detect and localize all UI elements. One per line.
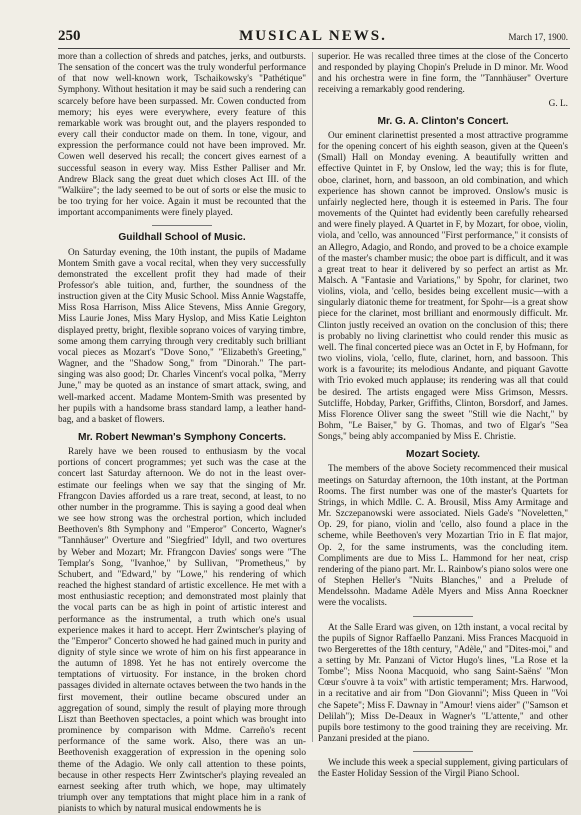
paragraph-newman-continued: superior. He was recalled three times at the close of the Concerto and responded by playing Chopin's Prelude in D minor. Mr. Wood and his orchestra were in fine form, the "Tannhäuser" Overture receiving a remarkably good rendering.: [318, 52, 568, 96]
section-separator: [413, 616, 473, 617]
paragraph-supplement: We include this week a special supplement, giving particulars of the Easter Holiday Session of the Virgil Piano School.: [318, 758, 568, 780]
issue-date: March 17, 1900.: [508, 32, 568, 42]
header-rule: [58, 48, 570, 49]
heading-guildhall: Guildhall School of Music.: [118, 232, 246, 244]
author-signature: G. L.: [548, 98, 568, 109]
paragraph-mozart-society: The members of the above Society recommenced their musical meetings on Saturday afternoon, the 10th instant, at the Portman Rooms. The first number was one of the master's Quartets for Strings, in which Mdlle. C. A. Brousil, Miss Amy Armitage and Mr. Szczepanowski were associated. Niels Gade's "Noveletten," Op. 29, for piano, violin and 'cello, also found a place in the scheme, while Beethoven's very Mozartian Trio in E flat major, Op. 2, for the same instruments, was the concluding item. Compliments are due to Miss L. Hammond for her neat, crisp rendering of the piano part. Mr. L. Rainbow's piano solos were one of Stephen Heller's "Nuits Blanches," and a Prelude of Mendelssohn. Madame Adèle Myers and Miss Anna Roeckner were the vocalists.: [318, 464, 568, 609]
paragraph-clinton: Our eminent clarinettist presented a most attractive programme for the opening concert of his eighth season, given at the Queen's (Small) Hall on Monday evening. A beautifully written and effective Quintet in F, by Onslow, led the way; this is for flute, oboe, clarinet, horn, and bassoon, an old combination, and which experience has shown cannot be improved. Onslow's music is unfairly neglected here, though it is esteemed in Paris. The four movements of the Quintet had evidently been carefully rehearsed and were finely played. A Quartet in F, by Mozart, for oboe, violin, viola, and 'cello, was announced "First performance," it consists of an Allegro, Adagio, and Rondo, and proved to be a choice example of the master's chamber music; the oboe part is difficult, and it was a great treat to hear it delivered by so perfect an artist as Mr. Malsch. A "Fantasie and Variations," by Spohr, for clarinet, two violins, viola, and 'cello, besides being excellent music—with a singularly diatonic theme for treatment, for Spohr—is a great show piece for the clarinet, most brilliant and enormously difficult. Mr. Clinton justly received an ovation on the conclusion of this; there is probably no living clarinettist who could render this music as well. The final concerted piece was an Octet in F, by Hofmann, for two violins, viola, 'cello, flute, clarinet, horn, and bassoon. This work is a favourite; its melodious Andante, and piquant Gavotte with Trio evoked much applause; its rendering was all that could be desired. The artists engaged were Miss Grimson, Messrs. Sutcliffe, Hobday, Parker, Griffiths, Clinton, Borsdorf, and James. Miss Florence Oliver sang the sweet "Still wie die Nacht," by Bohm, "Le Baiser," by G. Thomas, and two of Elgar's "Sea Songs," being ably accompanied by Miss E. Christie.: [318, 130, 568, 443]
heading-clinton: Mr. G. A. Clinton's Concert.: [377, 115, 509, 127]
section-separator: [152, 225, 212, 226]
paragraph-panzani: At the Salle Erard was given, on 12th instant, a vocal recital by the pupils of Signor Raffaello Panzani. Miss Frances Macquoid in two Bergerettes of the 18th century, "Adèle," and "Dites-moi," and a setting by Mr. Panzani of Victor Hugo's lines, "La Rose et la Tombe"; Miss Noona Macquoid, who sang Saint-Saëns' "Mon Cœur s'ouvre à ta voix" with artistic temperament; Mrs. Harwood, in a recitative and air from "Don Giovanni"; Miss Queen in "Voi che Sapete"; Miss F. Dawnay in "Amour! viens aider" ("Samson et Delilah"); Miss De-Deaux in Wagner's "L'attente," and other pupils bore testimony to the good training they are receiving. Mr. Panzani presided at the piano.: [318, 622, 568, 745]
paragraph-cowen-concert: more than a collection of shreds and patches, jerks, and outbursts. The sensation of the concert was the truly wonderful performance of that now well-known work, Tschaikowsky's "Pathétique" Symphony. Without hesitation it may be said such a rendering can scarcely before have been surpassed. Mr. Cowen conducted from memory; his eyes were everywhere, every feature of this remarkable work was brought out, and the players responded to every call their conductor made on them. In tone, vigour, and expression the performance could not have been improved. Mr. Cowen well deserved his recall; the concert gives earnest of a successful season in every way. Miss Esther Palliser and Mr. Andrew Black sang the great duet which closes Act III. of the "Walküre"; the lady seemed to be out of sorts or else the music to be too trying for her voice. Again it must be recounted that the important accompaniments were finely played.: [58, 52, 306, 219]
right-column: [318, 52, 568, 781]
heading-mozart-society: Mozart Society.: [406, 449, 480, 461]
page-header: [58, 28, 568, 50]
masthead-title: MUSICAL NEWS.: [239, 28, 387, 44]
column-divider: [312, 52, 313, 742]
paragraph-guildhall: On Saturday evening, the 10th instant, the pupils of Madame Montem Smith gave a vocal recital, when they very successfully demonstrated the excellent profit they had made of their Professor's able tuition, and, further, the soundness of the instruction given at the City Music School. Miss Annie Wagstaffe, Miss Rosa Harrison, Miss Alice Stevens, Miss Annie Gregory, Miss Laurie Jones, Miss Mary Hyslop, and Miss Katie Leighton displayed pretty, bright, flexible soprano voices of varying timbre, some among them carrying through very creditably such brilliant vocal pieces as Mozart's "Dove Sono," "Elizabeth's Greeting," Wagner, and the "Shadow Song," from "Dinorah." The part-singing was also good; Dr. Charles Vincent's vocal polka, "Merry June," may be quoted as an instance of smart attack, swing, and well-marked accent. Madame Montem-Smith was presented by her pupils with a handsome brass standard lamp, a leather hand-bag, and a basket of flowers.: [58, 247, 306, 425]
page-number: 250: [58, 28, 81, 44]
left-column: [58, 52, 306, 815]
heading-newman: Mr. Robert Newman's Symphony Concerts.: [78, 432, 286, 443]
section-separator: [413, 751, 473, 752]
paragraph-newman: Rarely have we been roused to enthusiasm by the vocal portions of concert programmes; yet such was the case at the concert last Saturday afternoon. We do not in the least over-estimate our feelings when we say that the singing of Mr. Ffrangcon Davies afforded us a rare treat, second, at least, to no other number in the programme. This is saying a good deal when we see how strong was the orchestral portion, which included Beethoven's 8th Symphony and "Emperor" Concerto, Wagner's "Tannhäuser" Overture and "Siegfried" Idyll, and two overtures by Weber and Mozart; Mr. Ffrangcon Davies' songs were "The Templar's Song, "Ivanhoe," by Sullivan, "Prometheus," by Schubert, and "Edward," by "Lowe," his rendering of which reached the highest standard of artistic excellence. He met with a most enthusiastic reception; and demonstrated most plainly that the vocal parts can be as high in point of artistic interest and performance as the instrumental, a truth which one's usual experience makes it hard to accept. Herr Zwintscher's playing of the "Emperor" Concerto showed he had gained much in purity and dignity of style since we wrote of him on his first appearance in the autumn of 1898. Yet he has not entirely overcome the temptations of virtuosity. For instance, in the broken chord passages divided in alternate octaves between the two hands in the first movement, their outline became obscured under an aggregation of sound, simply the result of playing more through Liszt than Beethoven spectacles, a point which was brought into prominence by comparison with Mdme. Carreño's recent performance of the same work. Also, there was an un-Beethovenish exaggeration of expression in the opening solo theme of the Adagio. We only call attention to these points, because in other respects Herr Zwintscher's playing revealed an earnest seeking after truth which, we hope, may ultimately triumph over any temptations that might place him in a rank of pianists to which by natural musical endowments he is: [58, 447, 306, 815]
